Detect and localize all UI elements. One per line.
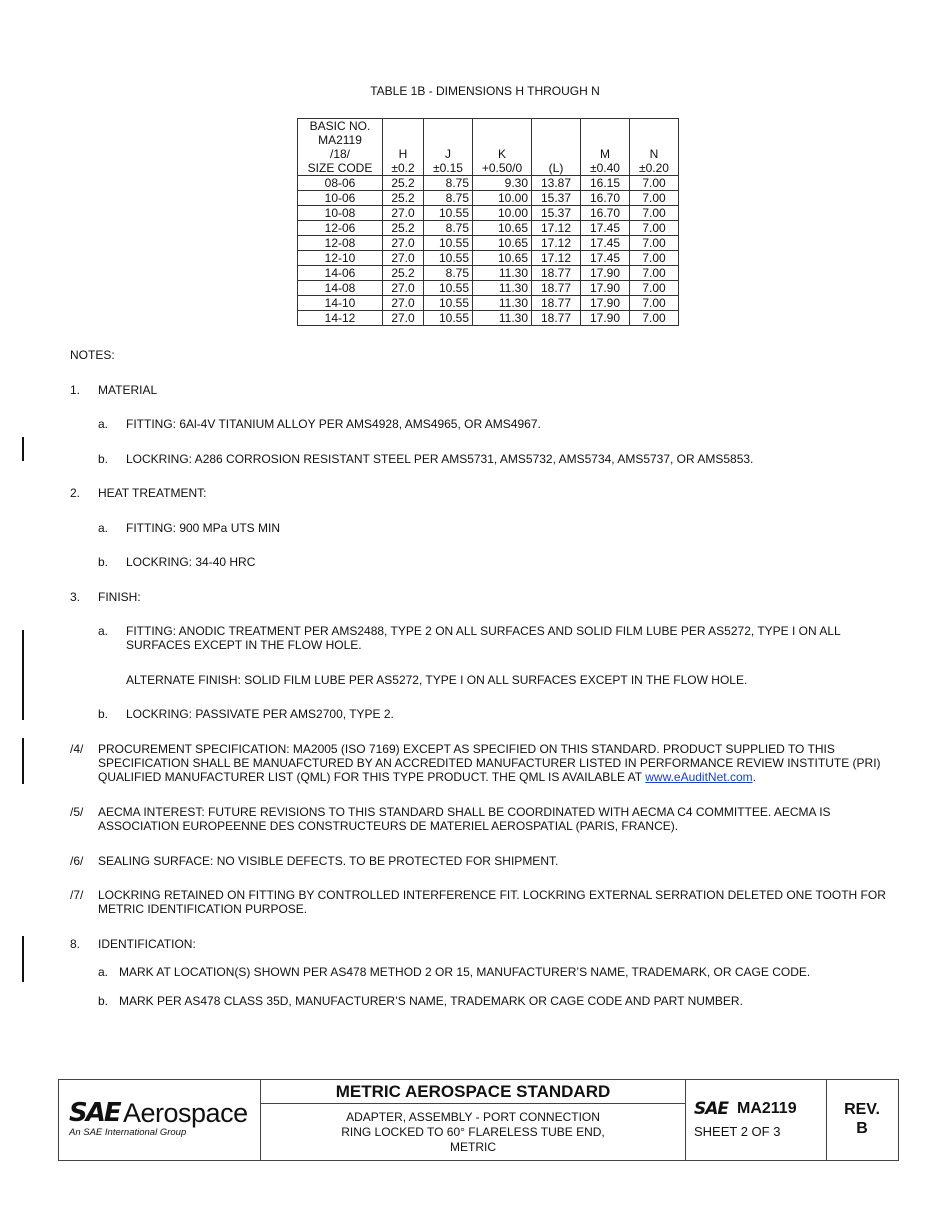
header-basic-no: BASIC NO. MA2119 /18/ SIZE CODE (298, 119, 383, 176)
table-cell: 25.2 (383, 176, 424, 191)
table-cell: 16.15 (581, 176, 630, 191)
table-cell: 17.45 (581, 221, 630, 236)
revision-bar (22, 437, 24, 461)
standard-number: MA2119 (737, 1100, 797, 1117)
header-l: (L) (532, 119, 581, 176)
table-cell: 17.90 (581, 266, 630, 281)
table-cell: 7.00 (630, 281, 679, 296)
standard-title: METRIC AEROSPACE STANDARD (261, 1080, 685, 1104)
table-header-row (298, 119, 679, 176)
title-cell (261, 1080, 686, 1160)
table-cell: 18.77 (532, 311, 581, 326)
note-4-number: /4/ (70, 742, 84, 756)
table-cell: 27.0 (383, 206, 424, 221)
header-k: K +0.50/0 (473, 119, 532, 176)
table-cell: 11.30 (473, 311, 532, 326)
note-7-text: LOCKRING RETAINED ON FITTING BY CONTROLLED INTERFERENCE FIT. LOCKRING EXTERNAL SERRATION DELETED ONE TOOTH FOR METRIC IDENTIFICATION PURPOSE. (98, 888, 886, 916)
note-3-text: FINISH: (98, 590, 141, 604)
note-8-number: 8. (70, 937, 81, 951)
table-cell: 7.00 (630, 266, 679, 281)
number-cell (686, 1080, 827, 1160)
note-2a-text: FITTING: 900 MPa UTS MIN (126, 521, 281, 535)
note-3-alternate-finish: ALTERNATE FINISH: SOLID FILM LUBE PER AS5272, TYPE I ON ALL SURFACES EXCEPT IN THE FLOW HOLE. (126, 673, 748, 687)
table-cell: 9.30 (473, 176, 532, 191)
note-3a-label: a. (98, 624, 109, 638)
table-row (298, 251, 679, 266)
standard-description: ADAPTER, ASSEMBLY - PORT CONNECTION RING LOCKED TO 60° FLARELESS TUBE END, METRIC (341, 1110, 605, 1154)
note-2-number: 2. (70, 486, 81, 500)
table-cell: 7.00 (630, 206, 679, 221)
table-cell: 25.2 (383, 266, 424, 281)
revision-cell (827, 1080, 897, 1160)
note-5-text: AECMA INTEREST: FUTURE REVISIONS TO THIS STANDARD SHALL BE COORDINATED WITH AECMA C4 COMMITTEE. AECMA IS ASSOCIATION EUROPEENNE DES CONSTRUCTEURS DE MATERIEL AEROSPATIAL (PARIS, FRANCE). (98, 805, 831, 833)
table-cell: 14-08 (298, 281, 383, 296)
header-j: J ±0.15 (424, 119, 473, 176)
table-row (298, 311, 679, 326)
note-1-text: MATERIAL (98, 383, 158, 397)
note-1-number: 1. (70, 383, 81, 397)
sae-mark: SAE (694, 1099, 729, 1119)
note-3b-label: b. (98, 707, 109, 721)
sae-logo: SAE (69, 1098, 120, 1128)
note-1a-text: FITTING: 6Al-4V TITANIUM ALLOY PER AMS4928, AMS4965, OR AMS4967. (126, 417, 541, 431)
table-cell: 17.12 (532, 221, 581, 236)
note-7-number: /7/ (70, 888, 84, 902)
table-cell: 14-12 (298, 311, 383, 326)
note-4-text: PROCUREMENT SPECIFICATION: MA2005 (ISO 7169) EXCEPT AS SPECIFIED ON THIS STANDARD. PRODUCT SUPPLIED TO THIS SPECIFICATION SHALL BE MANUAFCTURED BY AN ACCREDITED MANUFACTURER LISTED IN PERFORMANCE REVIEW INSTITUTE (PRI) QUALIFIED MANUFACTURER LIST (QML) FOR THIS TYPE PRODUCT. THE QML IS AVAILABLE AT www.eAuditNet.com. (98, 742, 881, 784)
table-cell: 17.12 (532, 251, 581, 266)
note-2a-label: a. (98, 521, 109, 535)
table-cell: 25.2 (383, 191, 424, 206)
aerospace-wordmark: Aerospace (123, 1098, 248, 1128)
table-row (298, 266, 679, 281)
table-cell: 25.2 (383, 221, 424, 236)
table-cell: 18.77 (532, 266, 581, 281)
table-cell: 10.65 (473, 221, 532, 236)
table-cell: 17.45 (581, 251, 630, 266)
note-2b-text: LOCKRING: 34-40 HRC (126, 555, 256, 569)
revision-bar (22, 936, 24, 982)
table-cell: 10.65 (473, 251, 532, 266)
title-block (58, 1079, 899, 1161)
table-row (298, 221, 679, 236)
table-cell: 12-10 (298, 251, 383, 266)
table-cell: 11.30 (473, 296, 532, 311)
header-h: H ±0.2 (383, 119, 424, 176)
dimensions-table (297, 118, 679, 326)
table-cell: 7.00 (630, 236, 679, 251)
table-cell: 17.90 (581, 311, 630, 326)
eauditnet-link[interactable]: www.eAuditNet.com (645, 770, 753, 784)
table-cell: 10.00 (473, 191, 532, 206)
table-cell: 17.12 (532, 236, 581, 251)
note-6-number: /6/ (70, 854, 84, 868)
table-cell: 16.70 (581, 191, 630, 206)
table-cell: 15.37 (532, 206, 581, 221)
table-cell: 8.75 (424, 266, 473, 281)
notes-heading: NOTES: (70, 348, 115, 362)
table-cell: 10.55 (424, 251, 473, 266)
table-cell: 15.37 (532, 191, 581, 206)
table-cell: 7.00 (630, 191, 679, 206)
revision: REV. B (844, 1101, 880, 1137)
table-row (298, 176, 679, 191)
table-cell: 27.0 (383, 311, 424, 326)
table-cell: 18.77 (532, 296, 581, 311)
note-1b-text: LOCKRING: A286 CORROSION RESISTANT STEEL PER AMS5731, AMS5732, AMS5734, AMS5737, OR AMS5853. (126, 452, 754, 466)
table-body (298, 176, 679, 326)
table-cell: 11.30 (473, 281, 532, 296)
table-cell: 17.90 (581, 281, 630, 296)
note-2b-label: b. (98, 555, 109, 569)
table-cell: 10.55 (424, 236, 473, 251)
header-m: M ±0.40 (581, 119, 630, 176)
table-cell: 10.65 (473, 236, 532, 251)
table-cell: 10.55 (424, 206, 473, 221)
table-cell: 27.0 (383, 296, 424, 311)
note-5-number: /5/ (70, 805, 84, 819)
table-cell: 10-06 (298, 191, 383, 206)
table-cell: 11.30 (473, 266, 532, 281)
table-row (298, 206, 679, 221)
revision-bar (22, 630, 24, 720)
note-1b-label: b. (98, 452, 109, 466)
table-row (298, 281, 679, 296)
table-cell: 7.00 (630, 296, 679, 311)
note-3a-text: FITTING: ANODIC TREATMENT PER AMS2488, TYPE 2 ON ALL SURFACES AND SOLID FILM LUBE PER AS5272, TYPE I ON ALL SURFACES EXCEPT IN THE FLOW HOLE. (126, 624, 841, 652)
note-3-number: 3. (70, 590, 81, 604)
header-n: N ±0.20 (630, 119, 679, 176)
note-8a-text: MARK AT LOCATION(S) SHOWN PER AS478 METHOD 2 OR 15, MANUFACTURER’S NAME, TRADEMARK, OR CAGE CODE. (119, 965, 811, 979)
note-8-text: IDENTIFICATION: (98, 937, 196, 951)
note-8a-label: a. (98, 965, 109, 979)
table-cell: 8.75 (424, 221, 473, 236)
table-cell: 18.77 (532, 281, 581, 296)
table-cell: 10.55 (424, 281, 473, 296)
note-2-text: HEAT TREATMENT: (98, 486, 207, 500)
table-cell: 10-08 (298, 206, 383, 221)
table-cell: 08-06 (298, 176, 383, 191)
table-cell: 14-10 (298, 296, 383, 311)
table-row (298, 236, 679, 251)
table-cell: 10.55 (424, 311, 473, 326)
note-8b-text: MARK PER AS478 CLASS 35D, MANUFACTURER’S NAME, TRADEMARK OR CAGE CODE AND PART NUMBER. (119, 994, 743, 1008)
note-3b-text: LOCKRING: PASSIVATE PER AMS2700, TYPE 2. (126, 707, 394, 721)
table-cell: 7.00 (630, 221, 679, 236)
table-cell: 17.90 (581, 296, 630, 311)
table-cell: 16.70 (581, 206, 630, 221)
table-cell: 8.75 (424, 191, 473, 206)
table-cell: 8.75 (424, 176, 473, 191)
table-cell: 27.0 (383, 281, 424, 296)
table-row (298, 191, 679, 206)
table-cell: 12-06 (298, 221, 383, 236)
note-1a-label: a. (98, 417, 109, 431)
revision-bar (22, 738, 24, 784)
table-cell: 7.00 (630, 251, 679, 266)
table-cell: 13.87 (532, 176, 581, 191)
table-row (298, 296, 679, 311)
note-6-text: SEALING SURFACE: NO VISIBLE DEFECTS. TO BE PROTECTED FOR SHIPMENT. (98, 854, 559, 868)
sheet-number: SHEET 2 OF 3 (694, 1124, 781, 1139)
table-cell: 14-06 (298, 266, 383, 281)
table-cell: 17.45 (581, 236, 630, 251)
table-cell: 10.00 (473, 206, 532, 221)
note-8b-label: b. (98, 994, 109, 1008)
logo-cell (59, 1080, 261, 1160)
table-cell: 12-08 (298, 236, 383, 251)
table-cell: 27.0 (383, 251, 424, 266)
table-cell: 7.00 (630, 311, 679, 326)
logo-tagline: An SAE International Group (69, 1127, 187, 1138)
table-cell: 27.0 (383, 236, 424, 251)
table-cell: 10.55 (424, 296, 473, 311)
table-cell: 7.00 (630, 176, 679, 191)
table-title: TABLE 1B - DIMENSIONS H THROUGH N (370, 84, 600, 98)
